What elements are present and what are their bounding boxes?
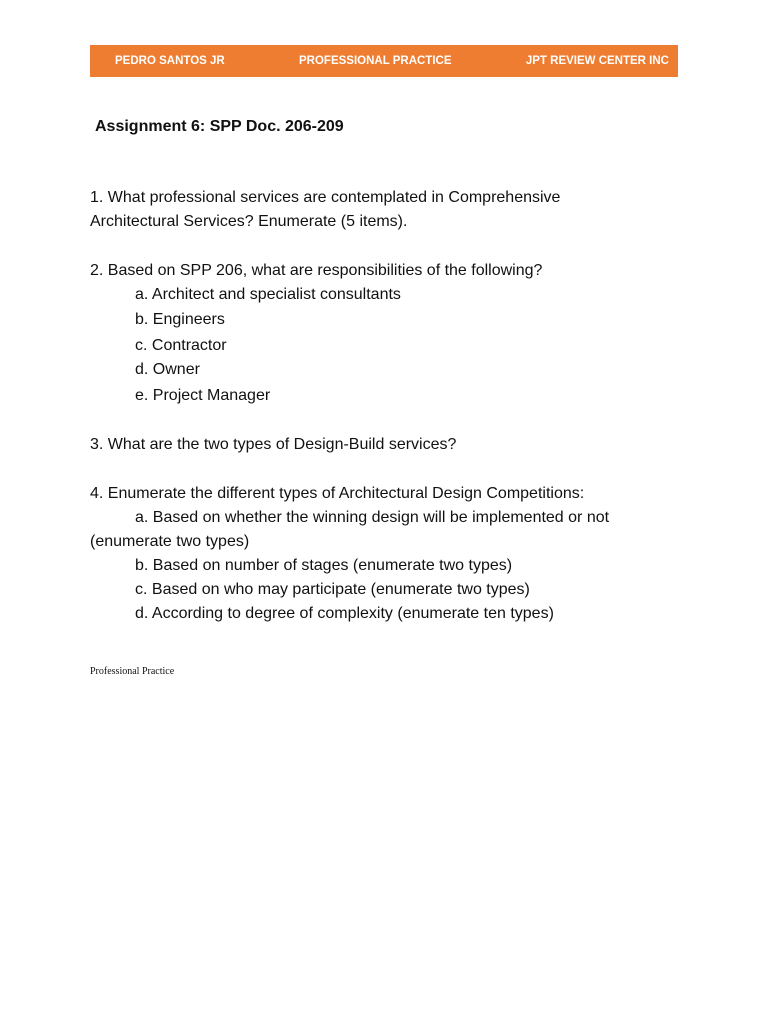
page-header-bar	[90, 45, 678, 77]
assignment-title: Assignment 6: SPP Doc. 206-209	[95, 118, 344, 135]
header-organization: JPT REVIEW CENTER INC	[525, 55, 669, 67]
question-2: 2. Based on SPP 206, what are responsibilities of the following?	[90, 262, 543, 279]
question-4-item-b: b. Based on number of stages (enumerate two types)	[135, 557, 513, 574]
question-4-item-d: d. According to degree of complexity (enumerate ten types)	[135, 605, 554, 622]
question-2-item-d: d. Owner	[135, 361, 200, 378]
question-4: 4. Enumerate the different types of Architectural Design Competitions:	[90, 485, 585, 502]
question-2-item-a: a. Architect and specialist consultants	[135, 286, 401, 303]
question-2-item-b: b. Engineers	[135, 311, 225, 328]
question-4-item-a-line-2: (enumerate two types)	[90, 533, 250, 550]
question-1-line-1: 1. What professional services are contemplated in Comprehensive	[90, 189, 561, 206]
page-footer: Professional Practice	[90, 666, 175, 677]
question-4-item-c: c. Based on who may participate (enumerate two types)	[135, 581, 530, 598]
question-2-item-c: c. Contractor	[135, 337, 227, 354]
question-3: 3. What are the two types of Design-Build services?	[90, 436, 457, 453]
question-2-item-e: e. Project Manager	[135, 387, 271, 404]
header-subject: PROFESSIONAL PRACTICE	[299, 55, 452, 67]
question-1-line-2: Architectural Services? Enumerate (5 items).	[90, 213, 408, 230]
header-author: PEDRO SANTOS JR	[115, 55, 225, 67]
question-4-item-a-line-1: a. Based on whether the winning design will be implemented or not	[135, 509, 610, 526]
